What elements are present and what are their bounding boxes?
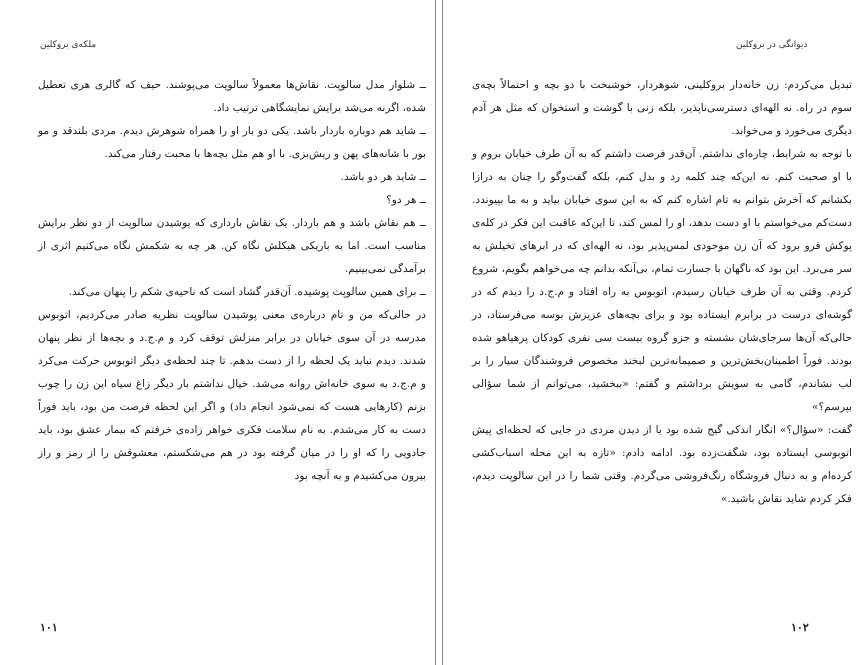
page-body: [472, 74, 852, 511]
gutter-divider: [435, 0, 443, 665]
paragraph: در حالی‌که من و تام درباره‌ی معنی پوشیدن سالوپت نظریه صادر می‌کردیم، اتوبوس مدرسه در آن سوی خیابان در برابر منزلش توقف کرد و م.ج.د و بچه‌ها از نظر پنهان شدند. دیدم نباید یک لحظه را از دست بدهم. تا چند لحظه‌ی دیگر اتوبوس حرکت می‌کرد و م.ج.د به سوی خانه‌اش روانه می‌شد. خیال نداشتم بار دیگر زاغ سیاه این زن را چوب بزنم (کارهایی هست که نمی‌شود انجام داد) و اگر این لحظه فرصت من بود، باید فوراً دست به کار می‌شدم. به نام سلامت فکری خواهر زاده‌ی خرفتم که بیمار عشق بود، باید جادویی را که او را در میان گرفته بود در هم می‌شکستم، معشوقش را از رمز و راز بیرون می‌کشیدم و به آنچه بود: [38, 309, 426, 482]
paragraph: ــ شلوار مدل سالوپت. نقاش‌ها معمولاً سالوپت می‌پوشند. حیف که گالری هری تعطیل شده، اگرنه می‌شد برایش نمایشگاهی ترتیب داد.: [38, 79, 426, 114]
page-body: [38, 74, 426, 488]
paragraph: تبدیل می‌کردم: زن خانه‌دار بروکلینی، شوهردار، خوشبخت با دو بچه و احتمالاً بچه‌ی سوم در راه. نه الهه‌ای دسترسی‌ناپذیر، بلکه زنی با گوشت و استخوان که مثل هر آدم دیگری می‌خورد و می‌خوابد.: [472, 79, 852, 137]
page-number: ۱۰۱: [40, 621, 58, 634]
paragraph: گفت: «سؤال؟» انگار اندکی گیج شده بود یا از دیدن مردی در جایی که لحظه‌ای پیش اتوبوسی ایستاده بود، شگفت‌زده بود. ادامه دادم: «تازه به این محله اسباب‌کشی کرده‌ام و به دنبال فروشگاه رنگ‌فروشی می‌گردم. وقتی شما را در این سالوپت دیدم، فکر کردم شاید نقاش باشید.»: [472, 424, 852, 505]
paragraph: ــ شاید هم دوباره باردار باشد. یکی دو بار او را همراه شوهرش دیدم. مردی بلندقد و مو بور با شانه‌های پهن و ریش‌بزی. با او هم مثل بچه‌ها با محبت رفتار می‌کند.: [38, 125, 426, 160]
right-page: [446, 0, 857, 665]
paragraph: ــ هم نقاش باشد و هم باردار. یک نقاش بارداری که پوشیدن سالوپت از دو نظر برایش مناسب است. اما به باریکی هیکلش نگاه کن. هر چه به شکمش نگاه می‌کنیم اثری از برآمدگی نمی‌بینیم.: [38, 217, 426, 275]
paragraph: ــ شاید هر دو باشد.: [340, 171, 426, 183]
paragraph: ــ هر دو؟: [386, 194, 426, 206]
running-head: ملکه‌ی بروکلین: [40, 40, 97, 50]
page-number: ۱۰۲: [791, 621, 809, 634]
running-head: دیوانگی در بروکلین: [736, 40, 808, 50]
paragraph: ــ برای همین سالوپت پوشیده. آن‌قدر گشاد است که ناحیه‌ی شکم را پنهان می‌کند.: [68, 286, 426, 298]
paragraph: با توجه به شرایط، چاره‌ای نداشتم. آن‌قدر فرصت داشتم که به آن طرف خیابان بروم و با او صحبت کنم. نه این‌که چند کلمه رد و بدل کنم، بلکه گفت‌وگو را چنان به درازا بکشانم که آخرش بتوانم به تام اشاره کنم که به این سوی خیابان بیاید و به ما بپیوندد. دست‌کم می‌خواستم با او دست بدهد، او را لمس کند، تا این‌که عاقبت این فکر در کله‌ی پوکش فرو برود که آن زن موجودی لمس‌پذیر بود، نه الهه‌ای که در ابرهای تخیلش به سر می‌برد. این بود که ناگهان با جسارت تمام، بی‌آنکه بدانم چه می‌خواهم بگویم، شروع کردم. وقتی به آن طرف خیابان رسیدم، اتوبوس به راه افتاد و م.ج.د را دیدم که در گوشه‌ای درست در برابرم ایستاده بود و برای بچه‌های عزیزش بوسه می‌فرستاد، در حالی‌که آن‌ها سرجای‌شان نشسته و جزو گروه بیست سی نفری کودکان پرهیاهو شده بودند. فوراً اطمینان‌بخش‌ترین و صمیمانه‌ترین لبخند مخصوص فروشندگان سیار را بر لب نشاندم، گامی به سویش برداشتم و گفتم: «ببخشید، می‌توانم از شما سؤالی بپرسم؟»: [472, 148, 852, 413]
